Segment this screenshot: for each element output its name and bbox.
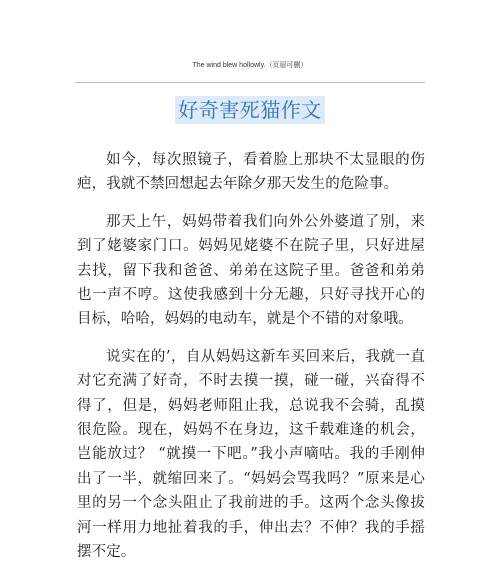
document-title: 好奇害死猫作文 bbox=[175, 96, 325, 124]
title-container bbox=[0, 96, 500, 124]
document-body bbox=[77, 148, 425, 578]
paragraph-2: 那天上午，妈妈带着我们向外公外婆道了别，来到了姥婆家门口。妈妈见姥婆不在院子里，只好进屋去找，留下我和爸爸、弟弟在这院子里。爸爸和弟弟也一声不哼。这使我感到十分无趣，只好寻找开心的目标，哈哈，妈妈的电动车，就是个不错的对象哦。 bbox=[77, 213, 425, 328]
paragraph-3: 说实在的’，自从妈妈这新车买回来后，我就一直对它充满了好奇，不时去摸一摸，碰一碰，兴奋得不得了，但是，妈妈老师阻止我，总说我不会骑，乱摸很危险。现在，妈妈不在身边，这千载难逢的机会，岂能放过？ “就摸一下吧。”我小声嘀咕。我的手刚伸出了一半，就缩回来了。“妈妈会骂我吗？”原来是心里的另一个念头阻止了我前进的手。这两个念头像拔河一样用力地扯着我的手，伸出去？不伸？我的手摇摆不定。 bbox=[77, 348, 425, 561]
page-header: The wind blew hollowly.（页眉可删） bbox=[192, 62, 308, 69]
header-divider bbox=[75, 82, 425, 83]
paragraph-1: 如今，每次照镜子，看着脸上那块不太显眼的伤疤，我就不禁回想起去年除夕那天发生的危险事。 bbox=[77, 152, 425, 193]
